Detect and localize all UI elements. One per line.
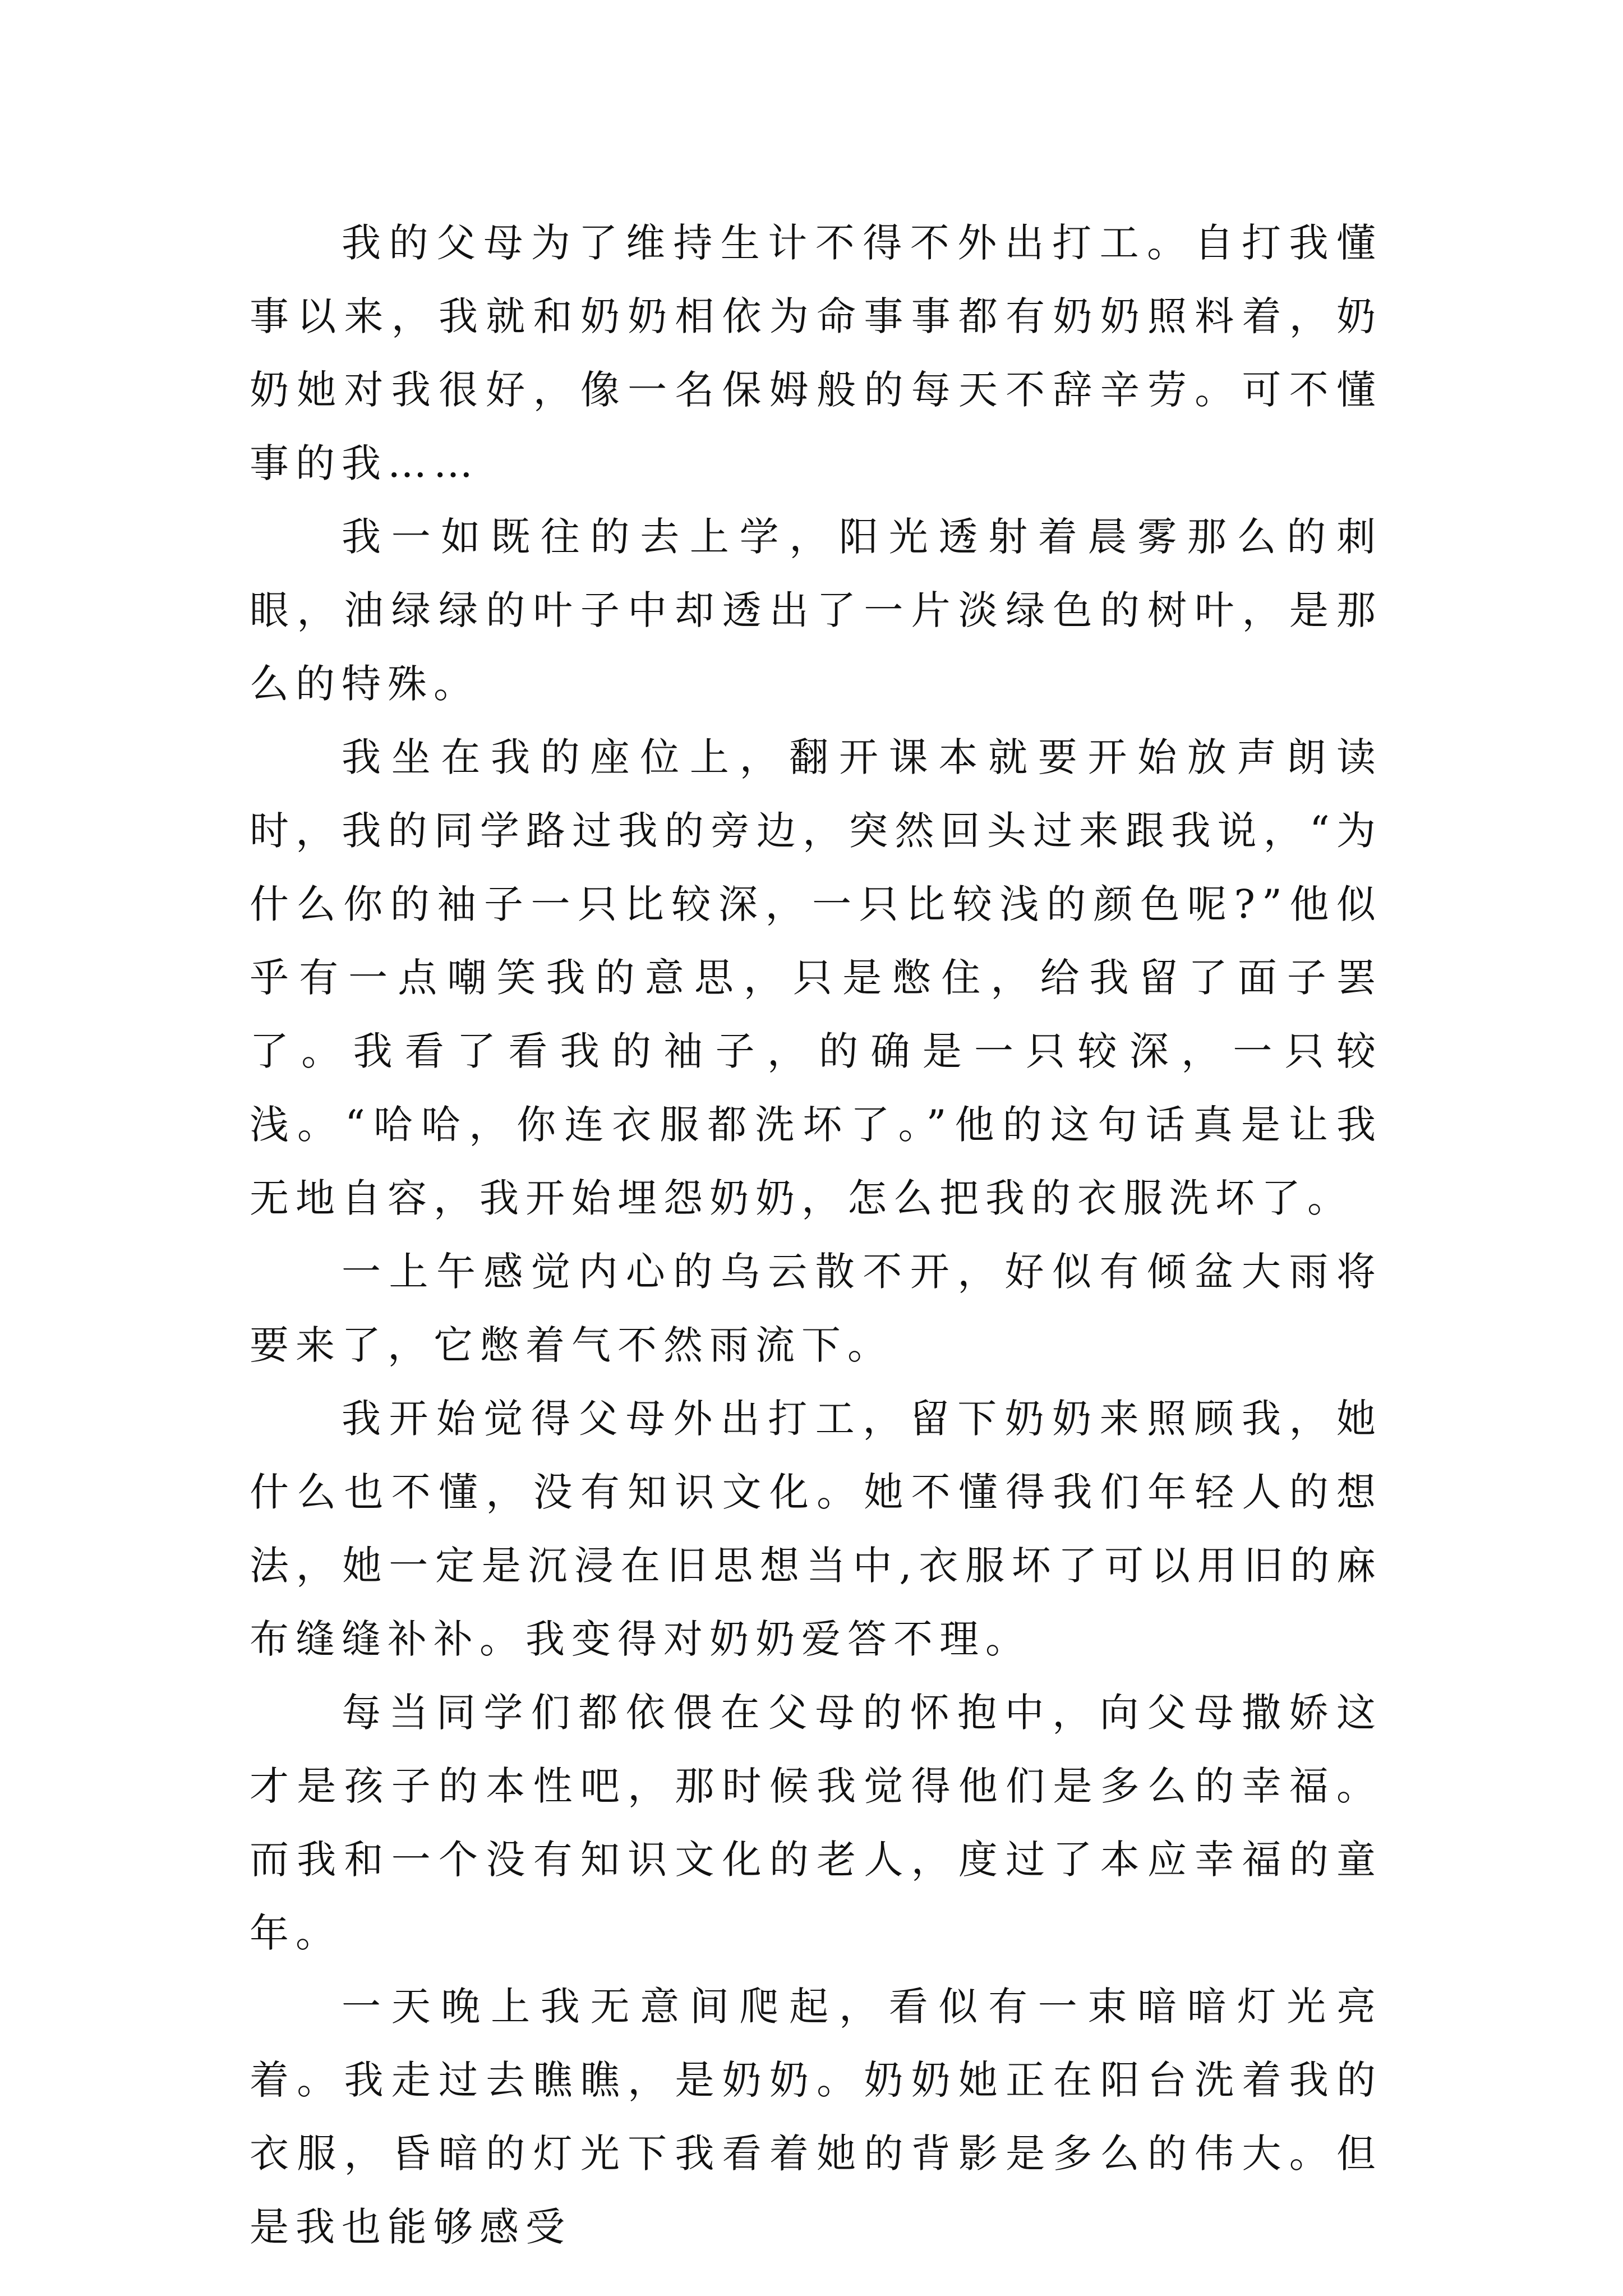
essay-body xyxy=(250,206,1382,2264)
paragraph-5: 我开始觉得父母外出打工，留下奶奶来照顾我，她什么也不懂，没有知识文化。她不懂得我们年轻人的想法，她一定是沉浸在旧思想当中,衣服坏了可以用旧的麻布缝缝补补。我变得对奶奶爱答不理。 xyxy=(250,1396,1382,1662)
paragraph-6: 每当同学们都依偎在父母的怀抱中，向父母撒娇这才是孩子的本性吧，那时候我觉得他们是多么的幸福。而我和一个没有知识文化的老人，度过了本应幸福的童年。 xyxy=(250,1690,1382,1956)
paragraph-3: 我坐在我的座位上，翻开课本就要开始放声朗读时，我的同学路过我的旁边，突然回头过来跟我说，“为什么你的袖子一只比较深，一只比较浅的颜色呢?”他似乎有一点嘲笑我的意思，只是憋住，给我留了面子罢了。我看了看我的袖子，的确是一只较深，一只较浅。“哈哈，你连衣服都洗坏了。”他的这句话真是让我无地自容，我开始埋怨奶奶，怎么把我的衣服洗坏了。 xyxy=(250,734,1382,1221)
paragraph-4: 一上午感觉内心的乌云散不开，好似有倾盆大雨将要来了，它憋着气不然雨流下。 xyxy=(250,1249,1382,1368)
paragraph-2: 我一如既往的去上学，阳光透射着晨雾那么的刺眼，油绿绿的叶子中却透出了一片淡绿色的树叶，是那么的特殊。 xyxy=(250,514,1382,707)
paragraph-1: 我的父母为了维持生计不得不外出打工。自打我懂事以来，我就和奶奶相依为命事事都有奶奶照料着，奶奶她对我很好，像一名保姆般的每天不辞辛劳。可不懂事的我…… xyxy=(250,220,1382,486)
paragraph-7: 一天晚上我无意间爬起，看似有一束暗暗灯光亮着。我走过去瞧瞧，是奶奶。奶奶她正在阳台洗着我的衣服，昏暗的灯光下我看着她的背影是多么的伟大。但是我也能够感受 xyxy=(250,1984,1382,2250)
